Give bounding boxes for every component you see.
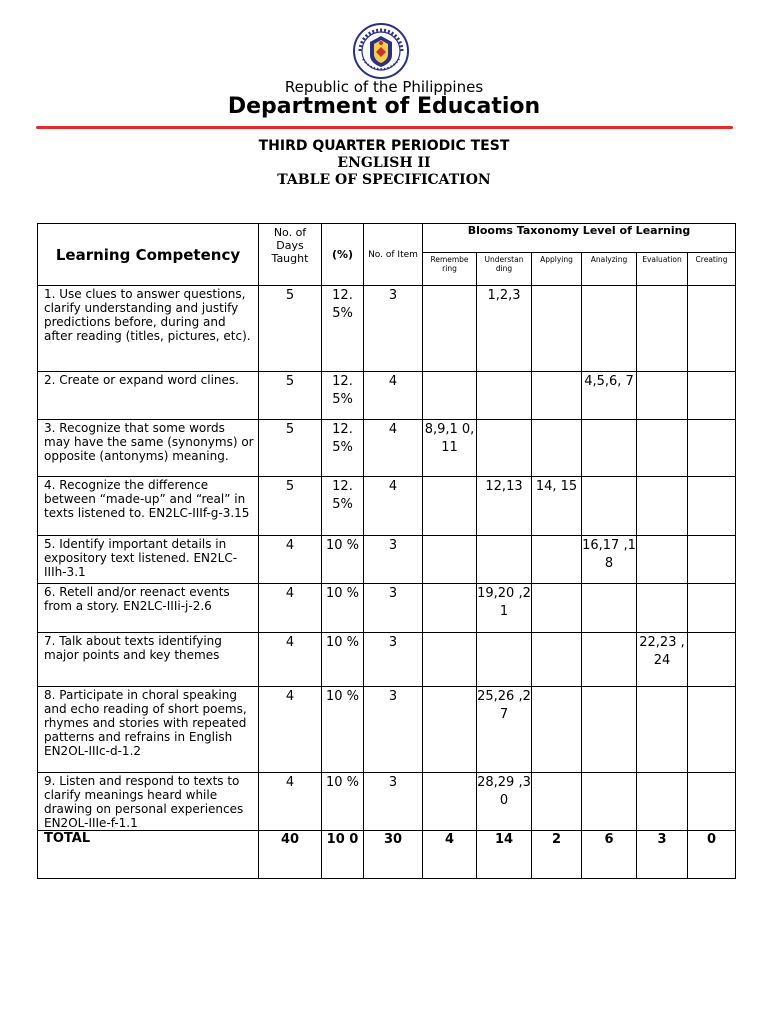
days-cell: 4 bbox=[259, 633, 322, 687]
applying-cell bbox=[532, 633, 582, 687]
subject-title: ENGLISH II bbox=[337, 155, 431, 171]
analyzing-cell bbox=[582, 687, 637, 773]
percent-cell: 12. 5% bbox=[322, 420, 364, 477]
total-analyzing: 6 bbox=[582, 831, 637, 879]
understanding-cell: 25,26 ,27 bbox=[477, 687, 532, 773]
creating-cell bbox=[688, 584, 736, 633]
header-applying: Applying bbox=[532, 253, 582, 286]
total-evaluation: 3 bbox=[637, 831, 688, 879]
items-cell: 4 bbox=[364, 420, 423, 477]
republic-heading: Republic of the Philippines bbox=[284, 78, 484, 96]
remembering-cell bbox=[423, 687, 477, 773]
evaluation-cell bbox=[637, 372, 688, 420]
percent-cell: 12. 5% bbox=[322, 477, 364, 536]
table-row bbox=[38, 773, 736, 831]
table-row bbox=[38, 584, 736, 633]
evaluation-cell bbox=[637, 773, 688, 831]
table-row bbox=[38, 420, 736, 477]
percent-cell: 12. 5% bbox=[322, 286, 364, 372]
items-cell: 3 bbox=[364, 773, 423, 831]
evaluation-cell bbox=[637, 687, 688, 773]
header-blooms-taxonomy: Blooms Taxonomy Level of Learning bbox=[423, 224, 736, 253]
items-cell: 3 bbox=[364, 286, 423, 372]
evaluation-cell: 22,23 ,24 bbox=[637, 633, 688, 687]
competency-cell: 4. Recognize the difference between “made-up” and “real” in texts listened to. EN2LC-IIIf-g-3.15 bbox=[38, 477, 259, 536]
understanding-cell bbox=[477, 536, 532, 584]
understanding-cell bbox=[477, 633, 532, 687]
total-creating: 0 bbox=[688, 831, 736, 879]
applying-cell bbox=[532, 286, 582, 372]
deped-seal-icon bbox=[352, 22, 410, 80]
total-understanding: 14 bbox=[477, 831, 532, 879]
creating-cell bbox=[688, 773, 736, 831]
header-creating: Creating bbox=[688, 253, 736, 286]
percent-cell: 10 % bbox=[322, 536, 364, 584]
percent-cell: 10 % bbox=[322, 687, 364, 773]
total-days: 40 bbox=[259, 831, 322, 879]
creating-cell bbox=[688, 633, 736, 687]
total-remembering: 4 bbox=[423, 831, 477, 879]
understanding-cell bbox=[477, 420, 532, 477]
total-percent: 10 0 bbox=[322, 831, 364, 879]
header-evaluation: Evaluation bbox=[637, 253, 688, 286]
total-row bbox=[38, 831, 736, 879]
header-days-taught: No. of Days Taught bbox=[259, 224, 322, 286]
remembering-cell bbox=[423, 536, 477, 584]
creating-cell bbox=[688, 536, 736, 584]
percent-cell: 10 % bbox=[322, 584, 364, 633]
applying-cell bbox=[532, 372, 582, 420]
analyzing-cell bbox=[582, 773, 637, 831]
items-cell: 3 bbox=[364, 633, 423, 687]
table-row bbox=[38, 286, 736, 372]
department-heading: Department of Education bbox=[227, 94, 541, 119]
header-no-of-item: No. of Item bbox=[364, 224, 423, 286]
evaluation-cell bbox=[637, 420, 688, 477]
test-title: THIRD QUARTER PERIODIC TEST bbox=[258, 138, 510, 154]
analyzing-cell bbox=[582, 633, 637, 687]
remembering-cell bbox=[423, 477, 477, 536]
items-cell: 4 bbox=[364, 477, 423, 536]
analyzing-cell bbox=[582, 477, 637, 536]
items-cell: 3 bbox=[364, 687, 423, 773]
total-applying: 2 bbox=[532, 831, 582, 879]
header-divider bbox=[36, 126, 733, 129]
items-cell: 4 bbox=[364, 372, 423, 420]
applying-cell bbox=[532, 536, 582, 584]
remembering-cell bbox=[423, 286, 477, 372]
header-analyzing: Analyzing bbox=[582, 253, 637, 286]
competency-cell: 2. Create or expand word clines. bbox=[38, 372, 259, 420]
applying-cell bbox=[532, 420, 582, 477]
percent-cell: 10 % bbox=[322, 773, 364, 831]
analyzing-cell: 16,17 ,18 bbox=[582, 536, 637, 584]
analyzing-cell bbox=[582, 584, 637, 633]
days-cell: 4 bbox=[259, 687, 322, 773]
creating-cell bbox=[688, 687, 736, 773]
competency-cell: 6. Retell and/or reenact events from a story. EN2LC-IIIi-j-2.6 bbox=[38, 584, 259, 633]
applying-cell bbox=[532, 687, 582, 773]
evaluation-cell bbox=[637, 536, 688, 584]
remembering-cell bbox=[423, 633, 477, 687]
creating-cell bbox=[688, 286, 736, 372]
days-cell: 5 bbox=[259, 286, 322, 372]
understanding-cell: 1,2,3 bbox=[477, 286, 532, 372]
creating-cell bbox=[688, 372, 736, 420]
items-cell: 3 bbox=[364, 584, 423, 633]
analyzing-cell bbox=[582, 286, 637, 372]
evaluation-cell bbox=[637, 477, 688, 536]
applying-cell bbox=[532, 773, 582, 831]
header-understanding: Understan ding bbox=[477, 253, 532, 286]
understanding-cell: 28,29 ,30 bbox=[477, 773, 532, 831]
table-row bbox=[38, 536, 736, 584]
evaluation-cell bbox=[637, 286, 688, 372]
understanding-cell bbox=[477, 372, 532, 420]
creating-cell bbox=[688, 477, 736, 536]
remembering-cell bbox=[423, 584, 477, 633]
evaluation-cell bbox=[637, 584, 688, 633]
table-of-specification bbox=[37, 223, 736, 879]
table-row bbox=[38, 633, 736, 687]
total-items: 30 bbox=[364, 831, 423, 879]
table-row bbox=[38, 477, 736, 536]
days-cell: 5 bbox=[259, 477, 322, 536]
header-percent: (%) bbox=[322, 224, 364, 286]
competency-cell: 8. Participate in choral speaking and echo reading of short poems, rhymes and stories with repeated patterns and refrains in English EN2OL-IIIc-d-1.2 bbox=[38, 687, 259, 773]
days-cell: 4 bbox=[259, 536, 322, 584]
total-label: TOTAL bbox=[38, 831, 259, 879]
items-cell: 3 bbox=[364, 536, 423, 584]
competency-cell: 7. Talk about texts identifying major points and key themes bbox=[38, 633, 259, 687]
understanding-cell: 19,20 ,21 bbox=[477, 584, 532, 633]
percent-cell: 12. 5% bbox=[322, 372, 364, 420]
days-cell: 5 bbox=[259, 420, 322, 477]
competency-cell: 9. Listen and respond to texts to clarify meanings heard while drawing on personal experiences EN2OL-IIIe-f-1.1 bbox=[38, 773, 259, 831]
applying-cell bbox=[532, 584, 582, 633]
analyzing-cell: 4,5,6, 7 bbox=[582, 372, 637, 420]
table-row bbox=[38, 687, 736, 773]
header-learning-competency: Learning Competency bbox=[38, 224, 259, 286]
remembering-cell bbox=[423, 773, 477, 831]
header-remembering: Remembe ring bbox=[423, 253, 477, 286]
competency-cell: 3. Recognize that some words may have the same (synonyms) or opposite (antonyms) meaning. bbox=[38, 420, 259, 477]
days-cell: 4 bbox=[259, 773, 322, 831]
analyzing-cell bbox=[582, 420, 637, 477]
remembering-cell: 8,9,1 0,11 bbox=[423, 420, 477, 477]
creating-cell bbox=[688, 420, 736, 477]
understanding-cell: 12,13 bbox=[477, 477, 532, 536]
remembering-cell bbox=[423, 372, 477, 420]
applying-cell: 14, 15 bbox=[532, 477, 582, 536]
competency-cell: 5. Identify important details in expository text listened. EN2LC-IIIh-3.1 bbox=[38, 536, 259, 584]
days-cell: 4 bbox=[259, 584, 322, 633]
table-row bbox=[38, 372, 736, 420]
document-title: TABLE OF SPECIFICATION bbox=[277, 172, 491, 188]
days-cell: 5 bbox=[259, 372, 322, 420]
competency-cell: 1. Use clues to answer questions, clarify understanding and justify predictions before, during and after reading (titles, pictures, etc). bbox=[38, 286, 259, 372]
percent-cell: 10 % bbox=[322, 633, 364, 687]
